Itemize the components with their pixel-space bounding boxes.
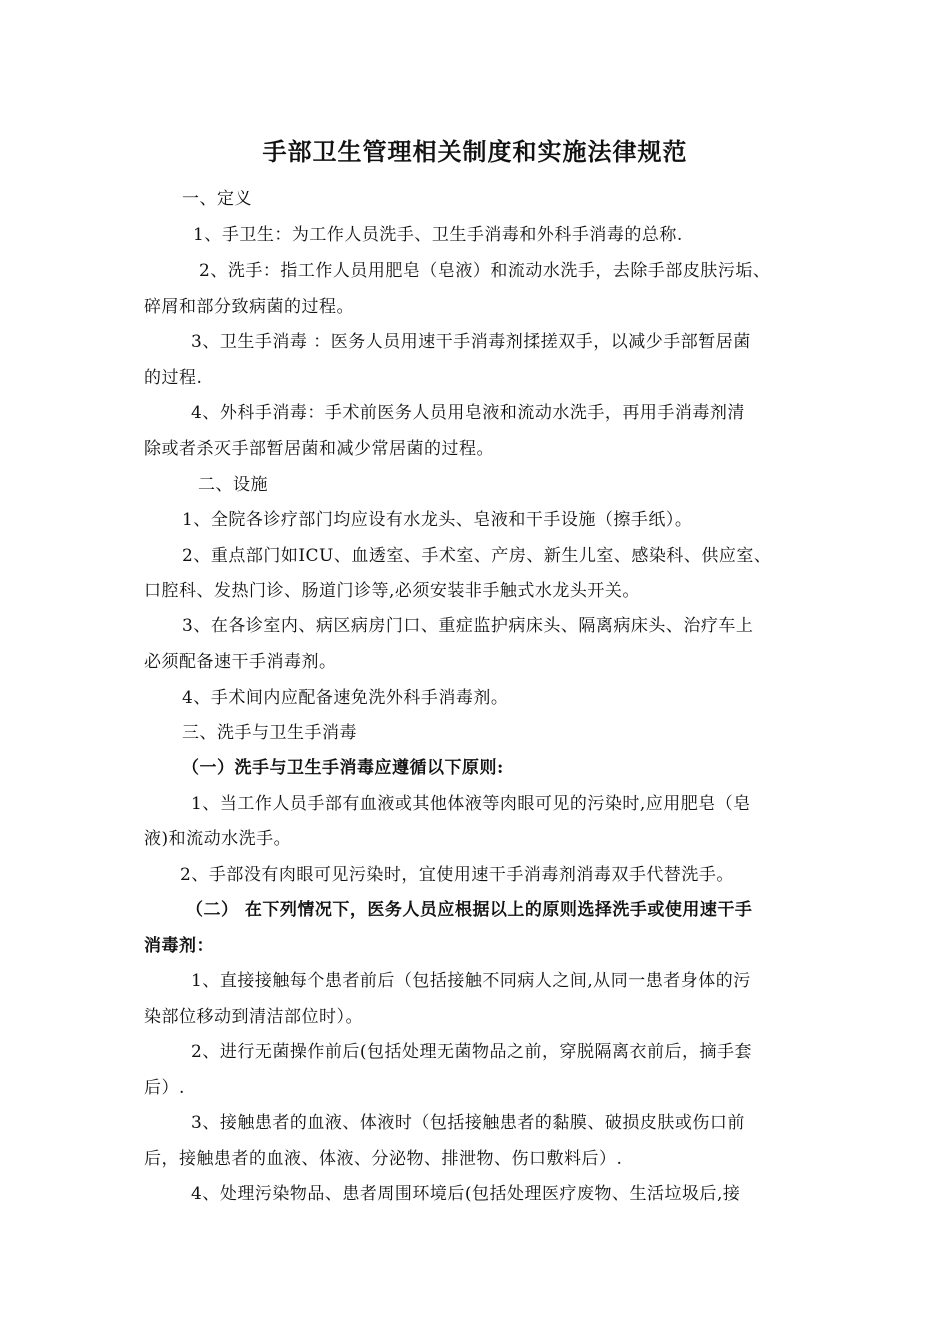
section-heading-facilities: 二、设施 bbox=[198, 475, 268, 495]
paragraph-line: 必须配备速干手消毒剂。 bbox=[144, 652, 337, 672]
paragraph-line: 1、直接接触每个患者前后（包括接触不同病人之间,从同一患者身体的污 bbox=[191, 971, 751, 991]
subsection-heading-principles: （一）洗手与卫生手消毒应遵循以下原则: bbox=[182, 758, 504, 778]
paragraph-line: 2、进行无菌操作前后(包括处理无菌物品之前，穿脱隔离衣前后，摘手套 bbox=[191, 1042, 752, 1062]
paragraph-line: 的过程. bbox=[144, 368, 203, 388]
paragraph-line: 2、手部没有肉眼可见污染时，宜使用速干手消毒剂消毒双手代替洗手。 bbox=[180, 865, 734, 885]
document-title: 手部卫生管理相关制度和实施法律规范 bbox=[262, 137, 688, 166]
section-heading-handwashing: 三、洗手与卫生手消毒 bbox=[182, 723, 357, 743]
paragraph-line: 除或者杀灭手部暂居菌和减少常居菌的过程。 bbox=[144, 439, 494, 459]
subsection-heading-situations-cont: 消毒剂： bbox=[144, 936, 214, 956]
paragraph-line: 4、手术间内应配备速免洗外科手消毒剂。 bbox=[182, 688, 509, 708]
paragraph-line: 碎屑和部分致病菌的过程。 bbox=[144, 297, 354, 317]
paragraph-line: 4、外科手消毒：手术前医务人员用皂液和流动水洗手，再用手消毒剂清 bbox=[191, 403, 745, 423]
paragraph-line: 1、全院各诊疗部门均应设有水龙头、皂液和干手设施（擦手纸）。 bbox=[182, 510, 693, 530]
subsection-heading-situations: （二） 在下列情况下，医务人员应根据以上的原则选择洗手或使用速干手 bbox=[186, 900, 753, 920]
paragraph-line: 后，接触患者的血液、体液、分泌物、排泄物、伤口敷料后）. bbox=[144, 1149, 623, 1169]
paragraph-line: 口腔科、发热门诊、肠道门诊等,必须安装非手触式水龙头开关。 bbox=[144, 581, 640, 601]
section-heading-definition: 一、定义 bbox=[182, 189, 252, 209]
paragraph-line: 3、在各诊室内、病区病房门口、重症监护病床头、隔离病床头、治疗车上 bbox=[182, 616, 754, 636]
paragraph-line: 2、洗手：指工作人员用肥皂（皂液）和流动水洗手，去除手部皮肤污垢、 bbox=[199, 261, 771, 281]
paragraph-line: 2、重点部门如ICU、血透室、手术室、产房、新生儿室、感染科、供应室、 bbox=[182, 546, 772, 566]
paragraph-line: 3、接触患者的血液、体液时（包括接触患者的黏膜、破损皮肤或伤口前 bbox=[191, 1113, 745, 1133]
paragraph-line: 后）. bbox=[144, 1078, 185, 1098]
paragraph-line: 液)和流动水洗手。 bbox=[144, 829, 292, 849]
paragraph-line: 染部位移动到清洁部位时）。 bbox=[144, 1007, 363, 1027]
paragraph-line: 3、卫生手消毒 ：医务人员用速干手消毒剂揉搓双手，以减少手部暂居菌 bbox=[191, 332, 751, 352]
paragraph-line: 1、当工作人员手部有血液或其他体液等肉眼可见的污染时,应用肥皂（皂 bbox=[191, 794, 751, 814]
paragraph-line: 1、手卫生：为工作人员洗手、卫生手消毒和外科手消毒的总称. bbox=[193, 225, 683, 245]
paragraph-line: 4、处理污染物品、患者周围环境后(包括处理医疗废物、生活垃圾后,接 bbox=[191, 1184, 741, 1204]
